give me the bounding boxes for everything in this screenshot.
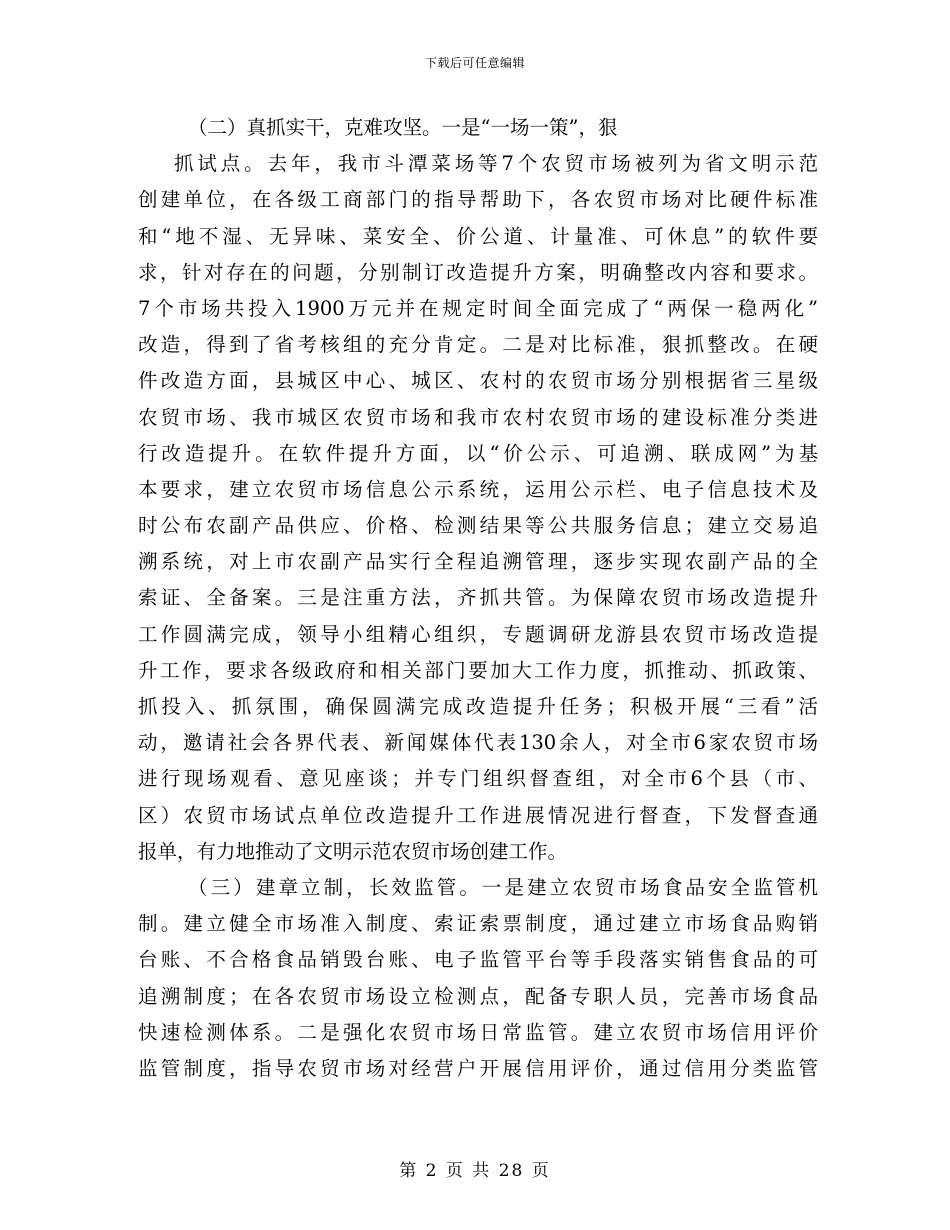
text-line: 工作圆满完成，领导小组精心组织，专题调研龙游县农贸市场改造提 xyxy=(138,622,818,646)
text-line: 进行现场观看、意见座谈；并专门组织督查组，对全市6个县（市、 xyxy=(138,767,818,791)
text-line: 本要求，建立农贸市场信息公示系统，运用公示栏、电子信息技术及 xyxy=(138,477,818,501)
text-line: 制。建立健全市场准入制度、索证索票制度，通过建立市场食品购销 xyxy=(138,912,818,936)
text-line: 索证、全备案。三是注重方法，齐抓共管。为保障农贸市场改造提升 xyxy=(138,586,818,610)
text-line: 抓试点。去年，我市斗潭菜场等7个农贸市场被列为省文明示范 xyxy=(174,152,818,176)
text-line: 时公布农副产品供应、价格、检测结果等公共服务信息；建立交易追 xyxy=(138,514,818,538)
text-line: 台账、不合格食品销毁台账、电子监管平台等手段落实销售食品的可 xyxy=(138,948,818,972)
page-header-note: 下载后可任意编辑 xyxy=(424,56,525,70)
text-line: 快速检测体系。二是强化农贸市场日常监管。建立农贸市场信用评价 xyxy=(138,1020,818,1044)
text-line: 7个市场共投入1900万元并在规定时间全面完成了“两保一稳两化” xyxy=(138,296,818,320)
text-line: 创建单位，在各级工商部门的指导帮助下，各农贸市场对比硬件标准 xyxy=(138,188,818,212)
text-line: 追溯制度；在各农贸市场设立检测点，配备专职人员，完善市场食品 xyxy=(138,984,818,1008)
text-line: 监管制度，指导农贸市场对经营户开展信用评价，通过信用分类监管 xyxy=(138,1056,818,1080)
page-number: 第 2 页 共 28 页 xyxy=(399,1161,551,1181)
text-line: 溯系统，对上市农副产品实行全程追溯管理，逐步实现农副产品的全 xyxy=(138,550,818,574)
text-line: 和“地不湿、无异味、菜安全、价公道、计量准、可休息”的软件要 xyxy=(138,224,818,248)
text-line: 农贸市场、我市城区农贸市场和我市农村农贸市场的建设标准分类进 xyxy=(138,405,818,429)
text-line: 升工作，要求各级政府和相关部门要加大工作力度，抓推动、抓政策、 xyxy=(138,658,818,682)
text-line: 件改造方面，县城区中心、城区、农村的农贸市场分别根据省三星级 xyxy=(138,369,818,393)
text-line: 改造，得到了省考核组的充分肯定。二是对比标准，狠抓整改。在硬 xyxy=(138,333,818,357)
text-line: 行改造提升。在软件提升方面，以“价公示、可追溯、联成网”为基 xyxy=(138,441,818,465)
text-line: 求，针对存在的问题，分别制订改造提升方案，明确整改内容和要求。 xyxy=(138,260,818,284)
text-line: （二）真抓实干，克难攻坚。一是“一场一策”，狠 xyxy=(188,116,618,139)
text-line: 动，邀请社会各界代表、新闻媒体代表130余人，对全市6家农贸市场 xyxy=(138,731,818,755)
text-line: 报单，有力地推动了文明示范农贸市场创建工作。 xyxy=(138,839,568,863)
text-line: （三）建章立制，长效监管。一是建立农贸市场食品安全监管机 xyxy=(188,875,818,899)
text-line: 区）农贸市场试点单位改造提升工作进展情况进行督查，下发督查通 xyxy=(138,803,818,827)
text-line: 抓投入、抓氛围，确保圆满完成改造提升任务；积极开展“三看”活 xyxy=(138,695,818,718)
document-body xyxy=(138,110,818,1087)
